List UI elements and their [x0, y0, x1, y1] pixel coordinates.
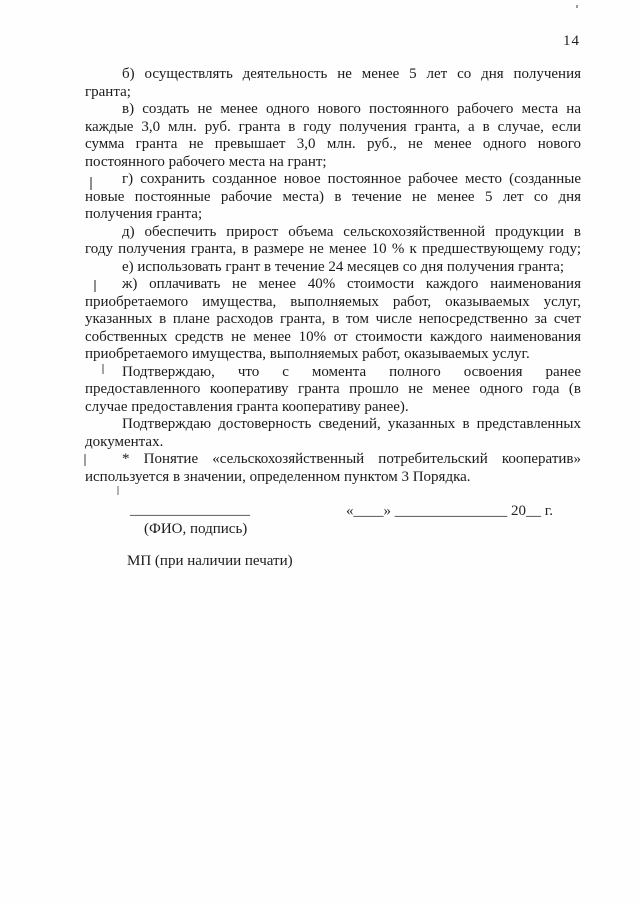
text-line: гранта; [85, 83, 131, 100]
scan-artifact [576, 5, 578, 8]
text-line: новые постоянные рабочие места) в течение не менее 5 лет со дня [85, 188, 581, 205]
text-line: собственных средств не менее 10% от стоимости каждого наименования [85, 328, 581, 345]
text-line: приобретаемого имущества, выполняемых работ, оказываемых услуг, [85, 293, 581, 310]
text-line-clause-zh: ж) оплачивать не менее 40% стоимости каждого наименования [122, 276, 581, 292]
text-line: документах. [85, 433, 164, 450]
text-line-clause-g: г) сохранить созданное новое постоянное рабочее место (созданные [122, 171, 581, 187]
text-line-footnote: * Понятие «сельскохозяйственный потребительский кооператив» [122, 451, 581, 467]
text-line: случае предоставления гранта кооперативу ранее). [85, 398, 409, 415]
scan-artifact [117, 486, 119, 495]
stamp-note: МП (при наличии печати) [127, 553, 293, 569]
text-line-clause-d: д) обеспечить прирост объема сельскохозяйственной продукции в [122, 223, 581, 240]
text-line: указанных в плане расходов гранта, в том числе непосредственно за счет [85, 311, 581, 327]
text-line: году получения гранта, в размере не менее 10 % к предшествующему году; [85, 241, 581, 257]
text-line: сумма гранта не превышает 3,0 млн. руб., не менее одного нового [85, 136, 581, 152]
text-line: используется в значении, определенном пунктом 3 Порядка. [85, 468, 471, 485]
text-line-clause-v: в) создать не менее одного нового постоянного рабочего места на [122, 101, 581, 117]
text-line-clause-b: б) осуществлять деятельность не менее 5 лет со дня получения [122, 66, 581, 82]
signature-blank-line: ________________ [130, 502, 250, 518]
signature-caption: (ФИО, подпись) [144, 521, 248, 537]
text-line-confirm-1: Подтверждаю, что с момента полного освоения ранее [122, 363, 581, 380]
page-number: 14 [563, 33, 580, 49]
text-line: каждые 3,0 млн. руб. гранта в году получения гранта, а в случае, если [85, 118, 581, 135]
text-line-confirm-2: Подтверждаю достоверность сведений, указанных в представленных [122, 416, 581, 432]
text-line: постоянного рабочего места на грант; [85, 153, 327, 170]
text-line: предоставленного кооперативу гранта прошло не менее одного года (в [85, 381, 581, 397]
text-line: получения гранта; [85, 206, 203, 222]
text-line-clause-e: е) использовать грант в течение 24 месяцев со дня получения гранта; [122, 258, 565, 275]
document-body [85, 66, 581, 486]
date-blank-line: «____» _______________ 20__ г. [346, 503, 553, 519]
text-line: приобретаемого имущества, выполняемых работ, оказываемых услуг. [85, 346, 530, 362]
